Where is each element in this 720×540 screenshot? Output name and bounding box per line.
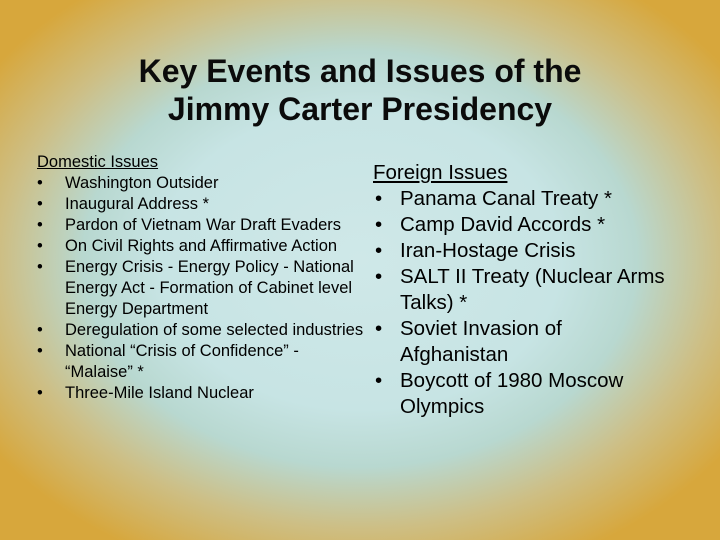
list-item-text: Iran-Hostage Crisis (400, 239, 576, 262)
list-item (37, 383, 367, 404)
bullet-icon: • (37, 258, 43, 276)
list-item-text: On Civil Rights and Affirmative Action (65, 237, 338, 255)
list-item-text: SALT II Treaty (Nuclear Arms Talks) * (400, 265, 665, 314)
domestic-issues-list (37, 173, 367, 404)
list-item (373, 264, 673, 316)
list-item-text: Inaugural Address * (65, 195, 210, 213)
list-item (373, 186, 673, 212)
list-item-text: Pardon of Vietnam War Draft Evaders (65, 216, 342, 234)
list-item (373, 238, 673, 264)
list-item-text: Soviet Invasion of Afghanistan (400, 317, 562, 366)
list-item (37, 320, 367, 341)
bullet-icon: • (37, 342, 43, 360)
bullet-icon: • (37, 195, 43, 213)
bullet-icon: • (375, 239, 383, 262)
bullet-icon: • (37, 216, 43, 234)
foreign-issues-column (373, 160, 673, 420)
foreign-issues-heading: Foreign Issues (373, 161, 508, 184)
list-item (373, 212, 673, 238)
domestic-issues-column (37, 152, 367, 404)
bullet-icon: • (375, 265, 383, 288)
slide-title (60, 52, 660, 128)
list-item-text: Camp David Accords * (400, 213, 606, 236)
list-item-text: Three-Mile Island Nuclear (65, 384, 254, 402)
bullet-icon: • (375, 213, 383, 236)
list-item (37, 173, 367, 194)
bullet-icon: • (37, 384, 43, 402)
bullet-icon: • (375, 187, 383, 210)
list-item (37, 215, 367, 236)
slide-title-line-1: Key Events and Issues of the (138, 53, 582, 89)
bullet-icon: • (37, 174, 43, 192)
list-item (37, 257, 367, 320)
foreign-issues-list (373, 186, 673, 420)
slide-title-line-2: Jimmy Carter Presidency (167, 91, 553, 127)
list-item-text: Energy Crisis - Energy Policy - National Energy Act - Formation of Cabinet level Energy Department (65, 258, 354, 318)
list-item-text: National “Crisis of Confidence” - “Malaise” * (65, 342, 299, 381)
bullet-icon: • (37, 237, 43, 255)
bullet-icon: • (375, 369, 383, 392)
bullet-icon: • (375, 317, 383, 340)
list-item-text: Washington Outsider (65, 174, 219, 192)
list-item-text: Boycott of 1980 Moscow Olympics (400, 369, 624, 418)
list-item-text: Deregulation of some selected industries (65, 321, 364, 339)
list-item-text: Panama Canal Treaty * (400, 187, 612, 210)
bullet-icon: • (37, 321, 43, 339)
list-item (37, 236, 367, 257)
list-item (37, 341, 367, 383)
list-item (373, 368, 673, 420)
list-item (373, 316, 673, 368)
list-item (37, 194, 367, 215)
domestic-issues-heading: Domestic Issues (37, 153, 159, 171)
